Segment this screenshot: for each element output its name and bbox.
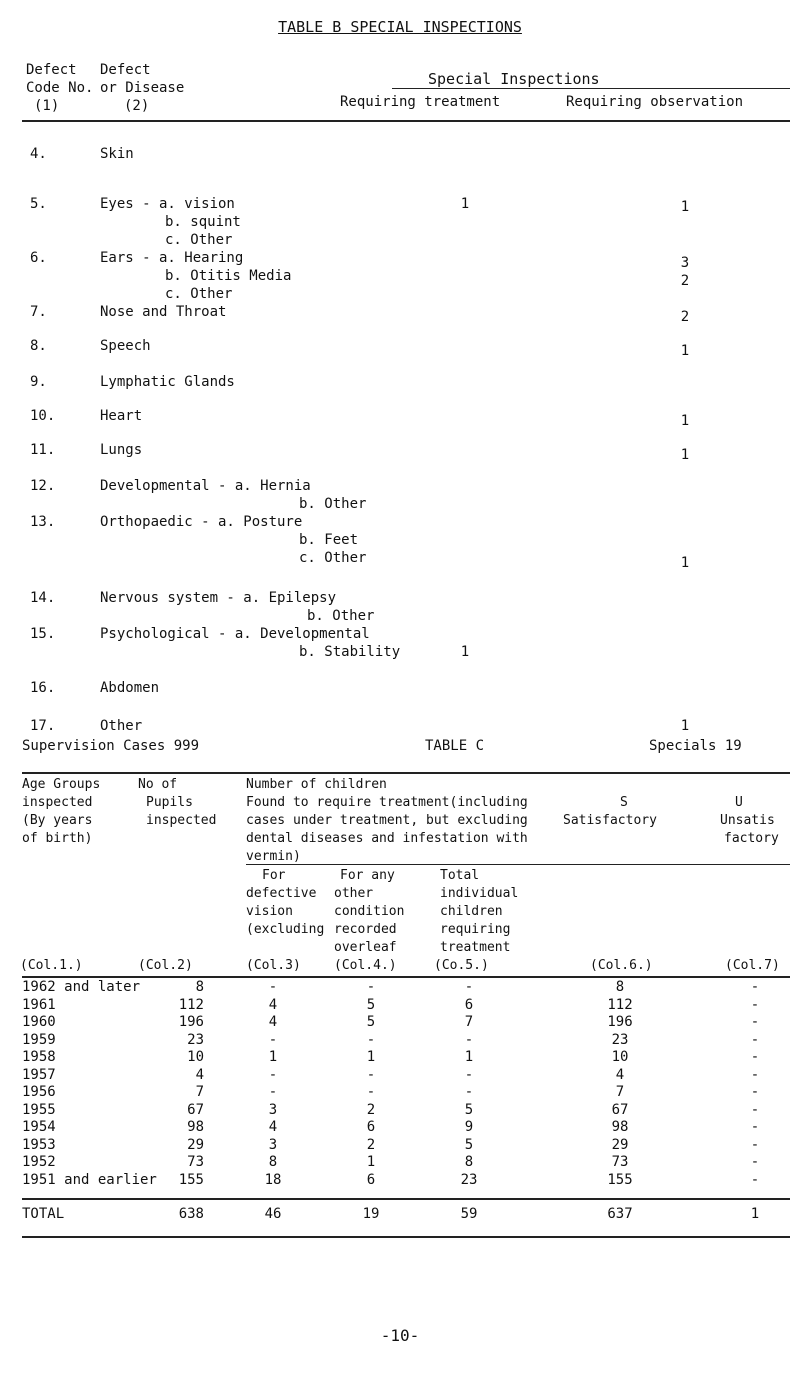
row-c3: 18 <box>264 1171 282 1188</box>
row-c6: 67 <box>611 1101 629 1118</box>
row-c3: 1 <box>268 1049 278 1065</box>
row-code-15: 15. <box>30 626 56 642</box>
row-year: 1956 <box>22 1084 56 1100</box>
table-b-header-rule <box>22 120 790 122</box>
table-c-bottom-rule <box>22 1236 790 1238</box>
row-c3: 3 <box>268 1101 278 1118</box>
hdr-age-3: (By years <box>22 813 93 828</box>
hdr-c4-3: condition <box>334 904 405 919</box>
row-c5: - <box>464 1031 474 1048</box>
row-orthopaedic-posture: Orthopaedic - a. Posture <box>100 514 303 530</box>
row-c7: - <box>750 1119 760 1135</box>
row-pupils: 196 <box>178 1014 204 1030</box>
row-eyes-squint: b. squint <box>165 214 241 230</box>
eyes-obs-value: 1 <box>680 199 690 215</box>
header-defect-code-3: (1) <box>34 98 60 114</box>
row-pupils: 98 <box>187 1119 204 1135</box>
total-c7: 1 <box>750 1206 760 1222</box>
row-code-16: 16. <box>30 680 56 696</box>
hdr-c3-3: vision <box>246 904 293 919</box>
row-c4: 5 <box>366 996 376 1013</box>
hdr-c3-2: defective <box>246 886 317 901</box>
hdr-s: S <box>620 795 628 810</box>
header-defect-code-2: Code No. <box>26 80 94 96</box>
row-code-11: 11. <box>30 442 56 458</box>
header-special-inspections: Special Inspections <box>428 70 600 88</box>
col-label-2: (Col.2) <box>138 958 193 973</box>
orthopaedic-obs-value: 1 <box>680 555 690 571</box>
row-c3: 4 <box>268 1119 278 1135</box>
row-c6: 155 <box>607 1171 633 1188</box>
row-c7: - <box>750 1101 760 1118</box>
heart-obs-value: 1 <box>680 413 690 429</box>
row-c4: 1 <box>366 1049 376 1065</box>
col-label-5: (Co.5.) <box>434 958 489 973</box>
row-lymphatic: Lymphatic Glands <box>100 374 235 390</box>
row-code-8: 8. <box>30 338 47 354</box>
row-abdomen: Abdomen <box>100 680 160 696</box>
row-pupils: 10 <box>187 1049 204 1065</box>
hdr-c5-5: treatment <box>440 940 511 955</box>
row-c4: 2 <box>366 1101 376 1118</box>
row-developmental-hernia: Developmental - a. Hernia <box>100 478 311 494</box>
hdr-age-2: inspected <box>22 795 93 810</box>
row-c3: - <box>268 1031 278 1048</box>
row-c4: 2 <box>366 1136 376 1153</box>
row-c6: 112 <box>607 996 633 1013</box>
hdr-unsatis: Unsatis <box>720 813 775 828</box>
col-label-7: (Col.7) <box>725 958 780 973</box>
row-c4: 6 <box>366 1171 376 1188</box>
row-pupils: 4 <box>195 1066 204 1083</box>
row-code-17: 17. <box>30 718 56 734</box>
row-c3: - <box>268 1066 278 1083</box>
lungs-obs-value: 1 <box>680 447 690 463</box>
row-c4: - <box>366 1066 376 1083</box>
hdr-c4-2: other <box>334 886 374 901</box>
row-psych-stability: b. Stability <box>299 644 401 660</box>
hdr-u: U <box>735 795 743 810</box>
row-pupils: 73 <box>187 1154 204 1170</box>
row-c7: - <box>750 1154 760 1170</box>
row-year: 1962 and later <box>22 979 141 995</box>
hdr-factory: factory <box>724 831 779 846</box>
col-label-6: (Col.6.) <box>590 958 653 973</box>
row-c3: 4 <box>268 996 278 1013</box>
hdr-c5-2: individual <box>440 886 519 901</box>
header-defect-code-1: Defect <box>26 62 77 78</box>
page-number: -10- <box>380 1326 420 1345</box>
hdr-pupils-1: No of <box>138 777 178 792</box>
nose-obs-value: 2 <box>680 309 690 325</box>
row-code-13: 13. <box>30 514 56 530</box>
total-label: TOTAL <box>22 1206 65 1222</box>
row-orthopaedic-other: c. Other <box>299 550 367 566</box>
row-eyes-other: c. Other <box>165 232 233 248</box>
row-c6: 10 <box>611 1049 629 1065</box>
row-c7: - <box>750 1014 760 1030</box>
hdr-c4-1: For any <box>340 868 395 883</box>
row-pupils: 112 <box>178 996 204 1013</box>
row-c4: - <box>366 979 376 995</box>
row-pupils: 8 <box>195 979 204 995</box>
row-skin: Skin <box>100 146 134 162</box>
row-c6: 73 <box>611 1154 629 1170</box>
page-title: TABLE B SPECIAL INSPECTIONS <box>278 18 522 36</box>
row-c5: 6 <box>464 996 474 1013</box>
hdr-number-2: Found to require treatment(including <box>246 795 528 810</box>
row-code-12: 12. <box>30 478 56 494</box>
row-c5: 5 <box>464 1101 474 1118</box>
row-code-10: 10. <box>30 408 56 424</box>
row-c6: 98 <box>611 1119 629 1135</box>
row-orthopaedic-feet: b. Feet <box>299 532 359 548</box>
row-pupils: 67 <box>187 1101 204 1118</box>
hdr-c5-1: Total <box>440 868 480 883</box>
hdr-c3-1: For <box>262 868 286 883</box>
row-c3: 4 <box>268 1014 278 1030</box>
row-developmental-other: b. Other <box>299 496 367 512</box>
row-c5: - <box>464 1084 474 1100</box>
row-c5: 5 <box>464 1136 474 1153</box>
total-c5: 59 <box>460 1206 478 1222</box>
row-ears-other: c. Other <box>165 286 233 302</box>
row-other: Other <box>100 718 143 734</box>
row-nervous-epilepsy: Nervous system - a. Epilepsy <box>100 590 337 606</box>
row-psych-developmental: Psychological - a. Developmental <box>100 626 370 642</box>
row-c5: 8 <box>464 1154 474 1170</box>
col-label-1: (Col.1.) <box>20 958 83 973</box>
row-speech: Speech <box>100 338 151 354</box>
row-year: 1959 <box>22 1031 56 1048</box>
row-year: 1954 <box>22 1119 56 1135</box>
row-c5: 9 <box>464 1119 474 1135</box>
row-code-7: 7. <box>30 304 47 320</box>
row-code-14: 14. <box>30 590 56 606</box>
hdr-number-5: vermin) <box>246 849 301 864</box>
row-c4: 5 <box>366 1014 376 1030</box>
ears-hearing-obs-value: 3 <box>680 255 690 271</box>
row-year: 1957 <box>22 1066 56 1083</box>
col-label-4: (Col.4.) <box>334 958 397 973</box>
row-nose-throat: Nose and Throat <box>100 304 227 320</box>
hdr-pupils-3: inspected <box>146 813 217 828</box>
row-c5: 7 <box>464 1014 474 1030</box>
row-c7: - <box>750 979 760 995</box>
row-c3: 3 <box>268 1136 278 1153</box>
row-c7: - <box>750 1136 760 1153</box>
row-c5: 1 <box>464 1049 474 1065</box>
row-c4: 6 <box>366 1119 376 1135</box>
row-c7: - <box>750 1171 760 1188</box>
row-pupils: 23 <box>187 1031 204 1048</box>
row-c3: - <box>268 979 278 995</box>
speech-obs-value: 1 <box>680 343 690 359</box>
row-year: 1955 <box>22 1101 56 1118</box>
table-c-top-rule <box>22 772 790 774</box>
row-c6: 7 <box>615 1084 625 1100</box>
row-pupils: 29 <box>187 1136 204 1153</box>
header-underline <box>392 88 790 89</box>
total-c6: 637 <box>607 1206 633 1222</box>
psych-treat-value: 1 <box>460 644 470 660</box>
total-c3: 46 <box>264 1206 282 1222</box>
table-c-title: TABLE C <box>425 738 485 754</box>
hdr-c5-4: requiring <box>440 922 511 937</box>
row-eyes-vision: Eyes - a. vision <box>100 196 235 212</box>
row-c7: - <box>750 1049 760 1065</box>
row-year: 1958 <box>22 1049 56 1065</box>
row-c7: - <box>750 996 760 1013</box>
header-defect-disease-1: Defect <box>100 62 151 78</box>
hdr-age-4: of birth) <box>22 831 93 846</box>
supervision-cases: Supervision Cases 999 <box>22 738 200 754</box>
row-heart: Heart <box>100 408 143 424</box>
total-c4: 19 <box>362 1206 380 1222</box>
table-c-total-rule-top <box>22 1198 790 1200</box>
hdr-number-1: Number of children <box>246 777 387 792</box>
row-code-5: 5. <box>30 196 47 212</box>
hdr-number-3: cases under treatment, but excluding <box>246 813 528 828</box>
row-c7: - <box>750 1084 760 1100</box>
row-c5: - <box>464 979 474 995</box>
row-year: 1961 <box>22 996 56 1013</box>
row-c7: - <box>750 1066 760 1083</box>
row-year: 1960 <box>22 1014 56 1030</box>
row-c4: 1 <box>366 1154 376 1170</box>
row-c7: - <box>750 1031 760 1048</box>
row-code-9: 9. <box>30 374 47 390</box>
row-c4: - <box>366 1084 376 1100</box>
row-c6: 29 <box>611 1136 629 1153</box>
row-code-6: 6. <box>30 250 47 266</box>
hdr-c4-5: overleaf <box>334 940 397 955</box>
row-c6: 23 <box>611 1031 629 1048</box>
row-c5: 23 <box>460 1171 478 1188</box>
total-pupils: 638 <box>178 1206 204 1222</box>
row-c3: - <box>268 1084 278 1100</box>
table-c-sub-rule <box>246 864 790 865</box>
header-defect-disease-3: (2) <box>124 98 150 114</box>
col-label-3: (Col.3) <box>246 958 301 973</box>
hdr-age-1: Age Groups <box>22 777 101 792</box>
row-c3: 8 <box>268 1154 278 1170</box>
eyes-treat-value: 1 <box>460 196 470 212</box>
table-c-header-rule <box>22 976 790 978</box>
header-requiring-treatment: Requiring treatment <box>340 94 501 110</box>
row-c6: 8 <box>615 979 625 995</box>
hdr-c3-4: (excluding <box>246 922 325 937</box>
row-pupils: 155 <box>178 1171 204 1188</box>
specials-count: Specials 19 <box>649 738 742 754</box>
hdr-pupils-2: Pupils <box>146 795 193 810</box>
row-pupils: 7 <box>195 1084 204 1100</box>
row-code-4: 4. <box>30 146 47 162</box>
row-c6: 4 <box>615 1066 625 1083</box>
hdr-c4-4: recorded <box>334 922 397 937</box>
header-requiring-observation: Requiring observation <box>566 94 744 110</box>
row-ears-hearing: Ears - a. Hearing <box>100 250 244 266</box>
other-obs-value: 1 <box>680 718 690 734</box>
hdr-c5-3: children <box>440 904 503 919</box>
row-year: 1952 <box>22 1154 56 1170</box>
ears-otitis-obs-value: 2 <box>680 273 690 289</box>
row-c4: - <box>366 1031 376 1048</box>
row-c6: 196 <box>607 1014 633 1030</box>
row-ears-otitis: b. Otitis Media <box>165 268 292 284</box>
row-year: 1951 and earlier <box>22 1171 157 1188</box>
header-defect-disease-2: or Disease <box>100 80 185 96</box>
hdr-satisfactory: Satisfactory <box>563 813 657 828</box>
row-nervous-other: b. Other <box>307 608 375 624</box>
row-year: 1953 <box>22 1136 56 1153</box>
row-c5: - <box>464 1066 474 1083</box>
row-lungs: Lungs <box>100 442 143 458</box>
hdr-number-4: dental diseases and infestation with <box>246 831 528 846</box>
